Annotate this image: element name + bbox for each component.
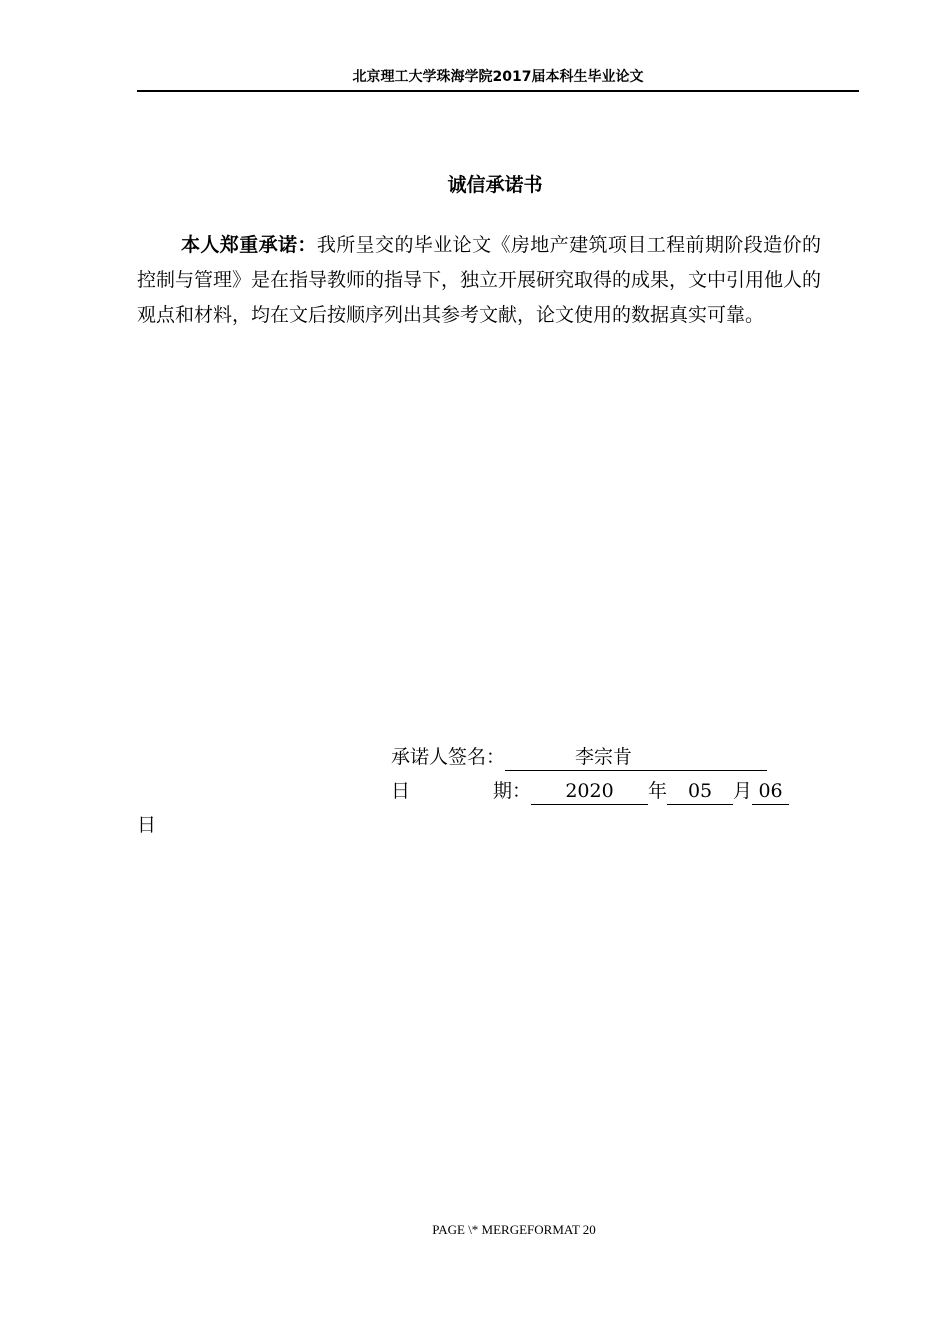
date-year: 2020 <box>531 778 648 805</box>
statement-lead: 本人郑重承诺： <box>181 234 317 256</box>
date-day: 06 <box>752 778 789 805</box>
date-day-unit: 日 <box>137 814 157 836</box>
signature-label: 承诺人签名： <box>391 746 506 768</box>
date-label-right: 期： <box>493 780 532 802</box>
statement-body: 我所呈交的毕业论文《房地产建筑项目工程前期阶段造价的控制与管理》是在指导教师的指导下，独立开展研究取得的成果，文中引用他人的观点和材料，均在文后按顺序列出其参考文献，论文使用的数据真实可靠。 <box>137 234 822 326</box>
statement-paragraph <box>137 228 821 333</box>
signature-row <box>391 740 767 774</box>
date-year-unit: 年 <box>648 780 668 802</box>
page-footer: PAGE \* MERGEFORMAT 20 <box>432 1222 596 1237</box>
date-row <box>391 774 789 808</box>
date-label-left: 日 <box>391 780 411 802</box>
signature-name: 李宗肯 <box>505 744 767 771</box>
date-month-unit: 月 <box>733 780 753 802</box>
page-header: 北京理工大学珠海学院2017届本科生毕业论文 <box>137 64 859 92</box>
date-month: 05 <box>667 778 733 805</box>
document-title: 诚信承诺书 <box>447 174 543 196</box>
